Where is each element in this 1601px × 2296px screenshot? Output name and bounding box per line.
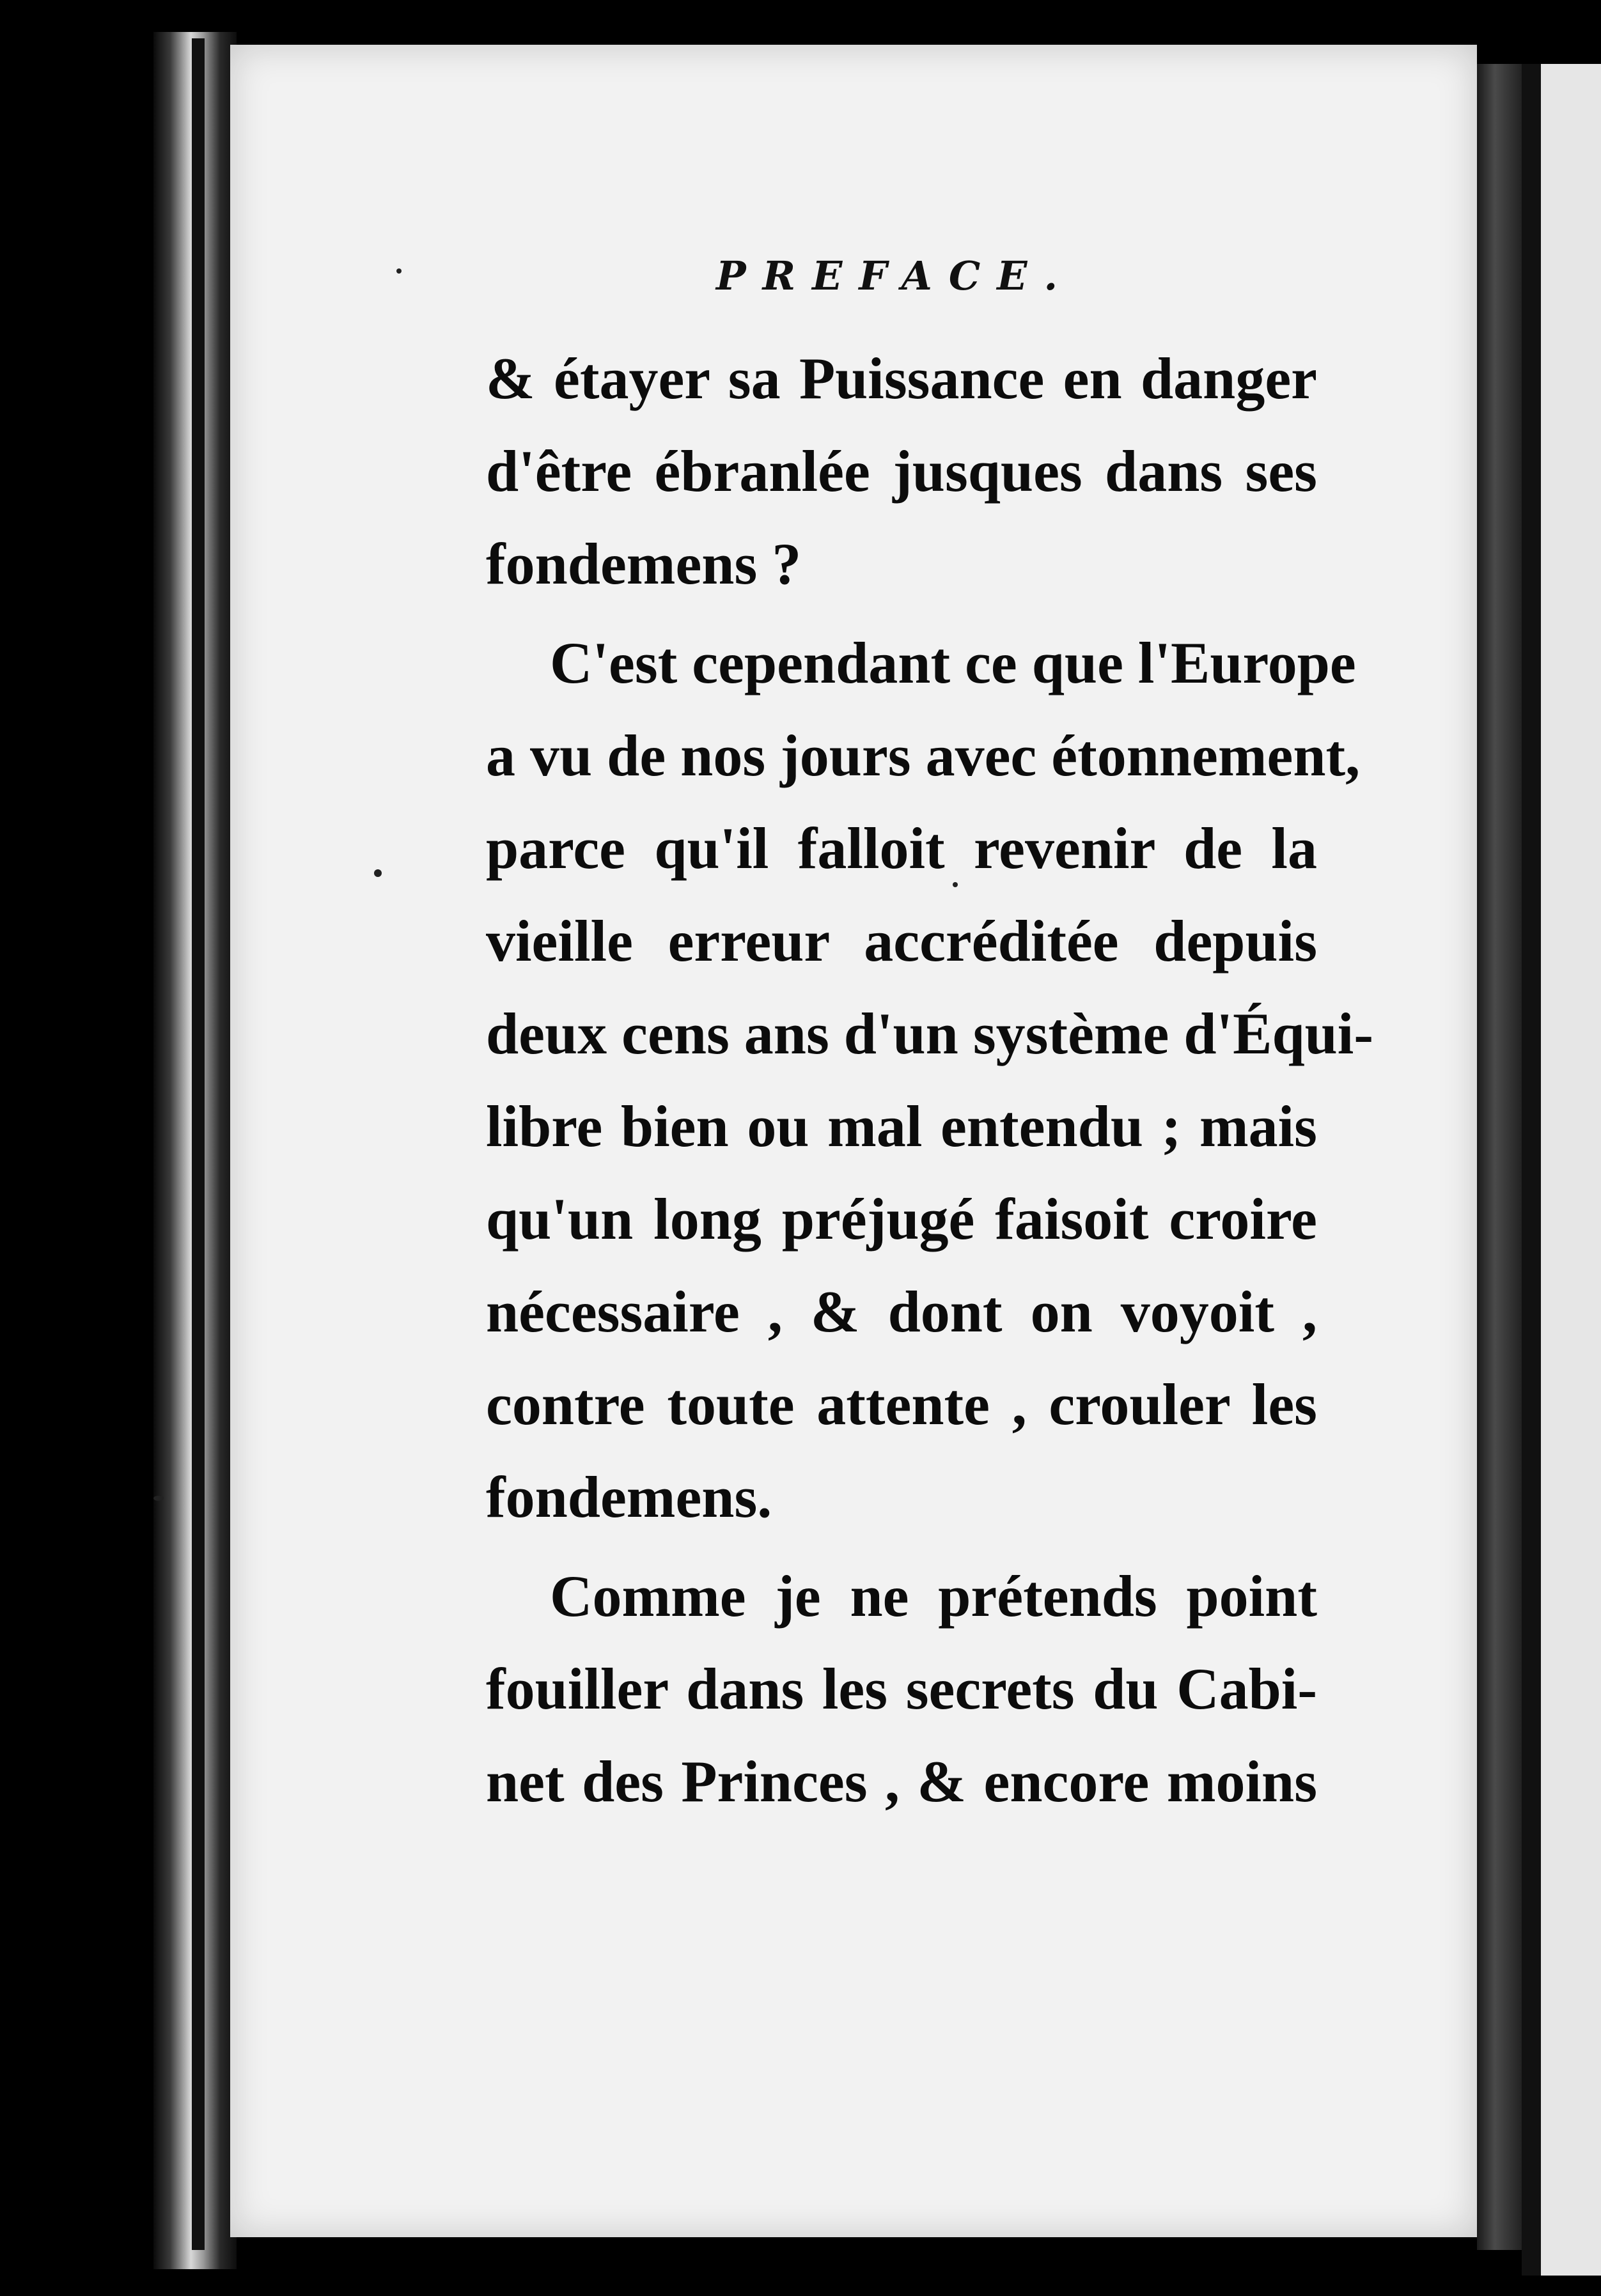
paragraph bbox=[486, 1550, 1317, 1828]
paragraph bbox=[486, 617, 1373, 1544]
ink-speck bbox=[153, 1496, 164, 1501]
ink-speck bbox=[374, 869, 382, 877]
text-line: fondemens. bbox=[486, 1464, 772, 1530]
text-line: d'être ébranlée jusques dans ses bbox=[486, 438, 1317, 504]
text-line: fondemens ? bbox=[486, 531, 802, 596]
facing-page-shadow bbox=[1522, 64, 1541, 2276]
text-line: a vu de nos jours avec étonnement, bbox=[486, 723, 1361, 788]
text-line: fouiller dans les secrets du Cabi- bbox=[486, 1656, 1317, 1721]
text-line: contre toute attente , crouler les bbox=[486, 1372, 1317, 1437]
paragraph bbox=[486, 332, 1317, 610]
text-line: nécessaire , & dont on voyoit , bbox=[486, 1279, 1317, 1344]
body-text bbox=[486, 332, 1373, 1828]
text-line: Comme je ne prétends point bbox=[550, 1563, 1317, 1629]
text-line: qu'un long préjugé faisoit croire bbox=[486, 1186, 1317, 1252]
binding-shadow bbox=[192, 38, 205, 2250]
running-head: PREFACE. bbox=[716, 252, 1075, 299]
text-line: deux cens ans d'un système d'Équi- bbox=[486, 1001, 1373, 1066]
text-line: libre bien ou mal entendu ; mais bbox=[486, 1094, 1317, 1159]
text-line: vieille erreur accréditée depuis bbox=[486, 908, 1317, 973]
ink-speck bbox=[396, 268, 402, 274]
text-line: parce qu'il falloit revenir de la bbox=[486, 816, 1317, 881]
text-line: C'est cependant ce que l'Europe bbox=[550, 630, 1356, 695]
page-stack-edge bbox=[1477, 64, 1522, 2250]
text-line: net des Princes , & encore moins bbox=[486, 1749, 1317, 1814]
text-line: & étayer sa Puissance en danger bbox=[486, 346, 1317, 411]
